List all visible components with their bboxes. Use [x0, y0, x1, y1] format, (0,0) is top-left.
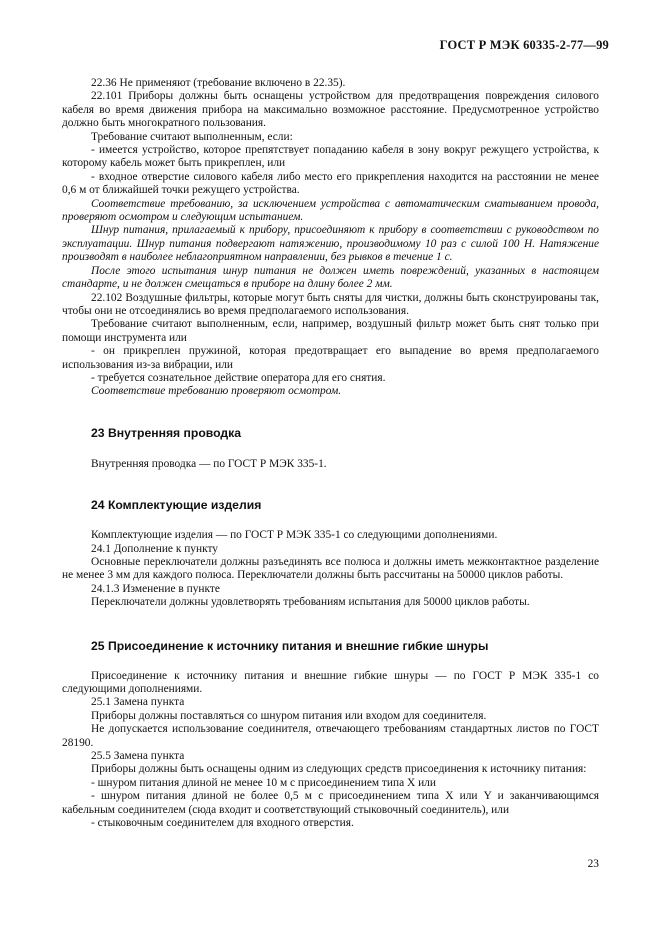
list-item: - шнуром питания длиной не более 0,5 м с присоединением типа X или Y и заканчивающимся кабельным соединителем (сюда входит и соответствующий стыковочный соединитель), или [62, 790, 599, 816]
clause-25-1: 25.1 Замена пункта [91, 696, 185, 709]
clause-22-101: 22.101 Приборы должны быть оснащены устройством для предотвращения повреждения силового кабеля во время движения прибора на максимально возможное расстояние. Предусмотренное устройство должно быть многократного пользования. [62, 90, 599, 130]
clause-25-1-text: Приборы должны поставляться со шнуром питания или входом для соединителя. [91, 709, 487, 722]
section-heading-25: 25 Присоединение к источнику питания и внешние гибкие шнуры [91, 638, 489, 653]
clause-24-1-3: 24.1.3 Изменение в пункте [91, 582, 220, 595]
page-number: 23 [587, 858, 599, 870]
section-25-intro: Присоединение к источнику питания и внешние гибкие шнуры — по ГОСТ Р МЭК 335-1 со следующими дополнениями. [62, 669, 599, 695]
test-result-text: После этого испытания шнур питания не должен иметь повреждений, указанных в настоящем стандарте, и не должен смещаться в приборе на длину более 2 мм. [62, 264, 599, 291]
clause-24-1-text: Основные переключатели должны разъединять все полюса и должны иметь межконтактное разделение не менее 3 мм для каждого полюса. Переключатели должны быть рассчитаны на 50000 циклов работы. [62, 555, 599, 582]
compliance-text: Соответствие требованию, за исключением устройства с автоматическим сматыванием провода, проверяют осмотром и следующим испытанием. [62, 197, 599, 224]
document-body [62, 77, 599, 830]
requirement-text: Требование считают выполненным, если: [91, 130, 293, 143]
clause-25-1-text-2: Не допускается использование соединителя, отвечающего требованиям стандартных листов по ГОСТ 28190. [62, 723, 599, 749]
clause-22-36: 22.36 Не применяют (требование включено в 22.35). [91, 77, 346, 89]
document-header: ГОСТ Р МЭК 60335-2-77—99 [439, 38, 609, 52]
list-item: - он прикреплен пружиной, которая предотвращает его выпадение во время предполагаемого использования из-за вибрации, или [62, 345, 599, 371]
clause-25-5-text: Приборы должны быть оснащены одним из следующих средств присоединения к источнику питания: [91, 763, 587, 776]
test-description: Шнур питания, прилагаемый к прибору, присоединяют к прибору в соответствии с руководством по эксплуатации. Шнур питания подвергают натяжению, производимому 10 раз с силой 100 Н. Натяжение производят в наиболее неблагоприятном направлении, без рывков в течение 1 с. [62, 224, 599, 264]
list-item: - входное отверстие силового кабеля либо место его прикрепления находится на расстоянии не менее 0,6 м от ближайшей точки режущего устройства. [62, 170, 599, 197]
list-item: - требуется сознательное действие оператора для его снятия. [91, 371, 386, 384]
section-23-text: Внутренняя проводка — по ГОСТ Р МЭК 335-1. [91, 457, 327, 470]
section-heading-23: 23 Внутренняя проводка [91, 425, 242, 440]
clause-25-5: 25.5 Замена пункта [91, 750, 185, 763]
requirement-text: Требование считают выполненным, если, например, воздушный фильтр может быть снят только при помощи инструмента или [62, 318, 599, 344]
list-item: - шнуром питания длиной не менее 10 м с присоединением типа X или [91, 776, 436, 789]
section-heading-24: 24 Комплектующие изделия [91, 498, 262, 513]
compliance-text: Соответствие требованию проверяют осмотром. [91, 385, 342, 398]
list-item: - стыковочным соединителем для входного отверстия. [91, 817, 354, 830]
clause-22-102: 22.102 Воздушные фильтры, которые могут быть сняты для чистки, должны быть сконструированы так, чтобы они не отсоединялись во время предполагаемого использования. [62, 291, 599, 317]
list-item: - имеется устройство, которое препятствует попаданию кабеля в зону вокруг режущего устройства, к которому кабель может быть прикреплен, или [62, 144, 599, 170]
section-24-intro: Комплектующие изделия — по ГОСТ Р МЭК 335-1 со следующими дополнениями. [91, 529, 498, 542]
clause-24-1: 24.1 Дополнение к пункту [91, 542, 218, 555]
clause-24-1-3-text: Переключатели должны удовлетворять требованиям испытания для 50000 циклов работы. [91, 596, 530, 609]
